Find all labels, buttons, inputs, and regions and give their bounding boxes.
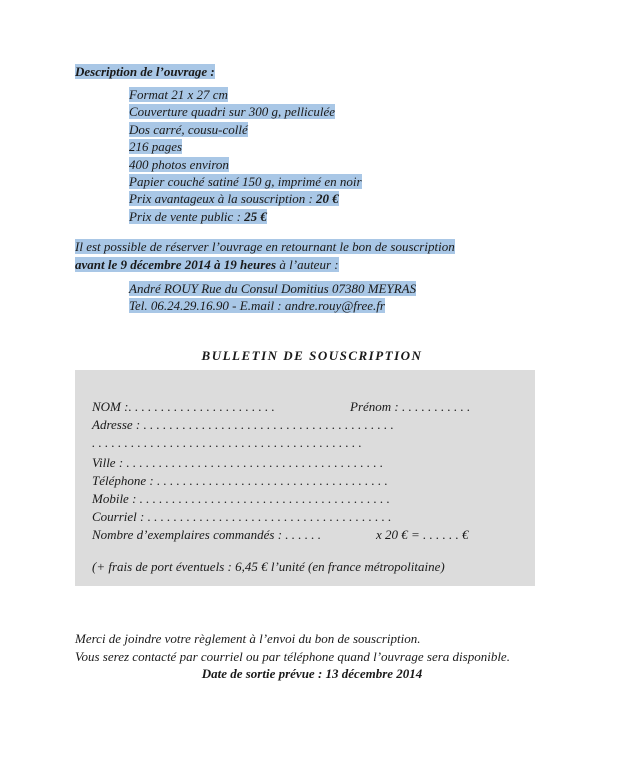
subscription-form (75, 370, 535, 586)
reserve-line-2: avant le 9 décembre 2014 à 19 heures à l’auteur : (75, 257, 339, 272)
field-prenom[interactable]: Prénom : . . . . . . . . . . . (350, 399, 471, 414)
price-subscription: Prix avantageux à la souscription : 20 € (129, 191, 339, 206)
spec-binding: Dos carré, cousu-collé (129, 122, 248, 137)
spec-format: Format 21 x 27 cm (129, 87, 228, 102)
description-heading: Description de l’ouvrage : (75, 64, 215, 79)
bulletin-title: BULLETIN DE SOUSCRIPTION (201, 348, 423, 363)
field-adresse-2[interactable]: . . . . . . . . . . . . . . . . . . . . . . . . . . . . . . . . . . . . . . . . . . (92, 435, 362, 450)
field-adresse[interactable]: Adresse : . . . . . . . . . . . . . . . . . . . . . . . . . . . . . . . . . . . . . . . (92, 417, 394, 432)
release-date: Date de sortie prévue : 13 décembre 2014 (201, 666, 423, 681)
shipping-note: (+ frais de port éventuels : 6,45 € l’unité (en france métropolitaine) (92, 559, 445, 574)
field-telephone[interactable]: Téléphone : . . . . . . . . . . . . . . . . . . . . . . . . . . . . . . . . . . . . (92, 473, 388, 488)
reserve-deadline: avant le 9 décembre 2014 à 19 heures (75, 257, 277, 272)
field-courriel[interactable]: Courriel : . . . . . . . . . . . . . . . . . . . . . . . . . . . . . . . . . . . . . . (92, 509, 392, 524)
field-mobile[interactable]: Mobile : . . . . . . . . . . . . . . . . . . . . . . . . . . . . . . . . . . . . . . . (92, 491, 390, 506)
footer-payment-note: Merci de joindre votre règlement à l’envoi du bon de souscription. (75, 631, 421, 646)
spec-cover: Couverture quadri sur 300 g, pelliculée (129, 104, 336, 119)
author-address: André ROUY Rue du Consul Domitius 07380 MEYRAS (129, 281, 417, 296)
spec-paper: Papier couché satiné 150 g, imprimé en noir (129, 174, 362, 189)
footer-contact-note: Vous serez contacté par courriel ou par téléphone quand l’ouvrage sera disponible. (75, 649, 510, 664)
field-nom[interactable]: NOM :. . . . . . . . . . . . . . . . . . . . . . . (92, 399, 275, 414)
spec-pages: 216 pages (129, 139, 183, 154)
field-ville[interactable]: Ville : . . . . . . . . . . . . . . . . . . . . . . . . . . . . . . . . . . . . . . . . (92, 455, 384, 470)
field-total[interactable]: x 20 € = . . . . . . € (376, 527, 469, 542)
field-exemplaires[interactable]: Nombre d’exemplaires commandés : . . . . . . (92, 527, 322, 542)
spec-photos: 400 photos environ (129, 157, 229, 172)
reserve-line-1: Il est possible de réserver l’ouvrage en retournant le bon de souscription (75, 239, 455, 254)
author-contact: Tel. 06.24.29.16.90 - E.mail : andre.rouy@free.fr (129, 298, 385, 313)
price-public: Prix de vente public : 25 € (129, 209, 267, 224)
